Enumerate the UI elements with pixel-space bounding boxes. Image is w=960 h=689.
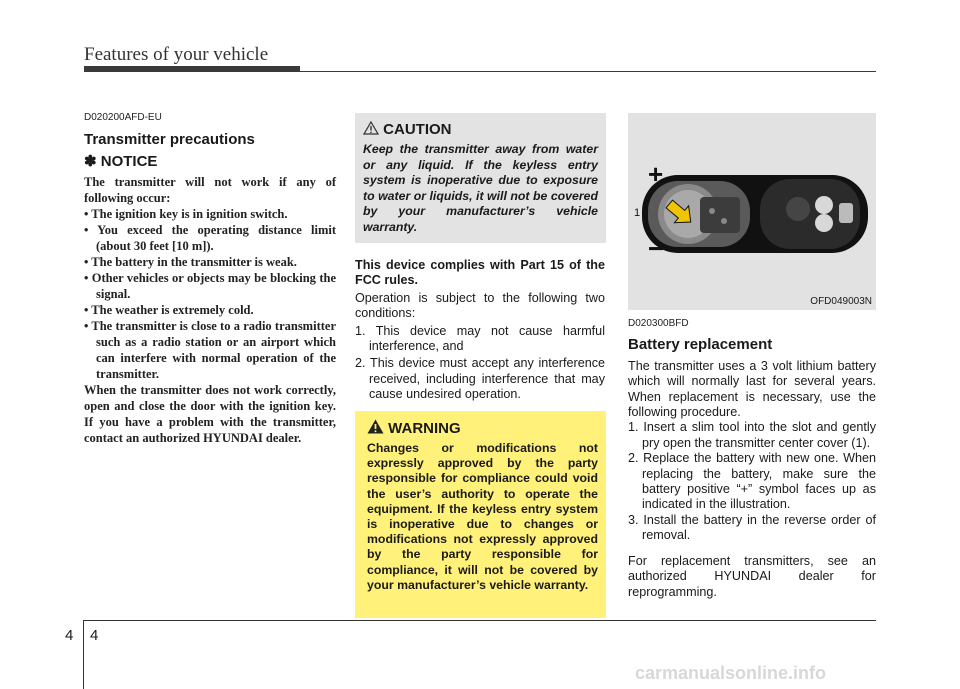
warning-text: Changes or modifications not expressly approved by the party responsible for compliance could void the user’s authority to operate the equipment. If the keyless entry system is inoperative due to changes or modifications not expressly approved by the party responsible for compliance, it will not be covered by your manufacturer’s vehicle warranty. xyxy=(367,441,598,592)
list-item: • The battery in the transmitter is weak. xyxy=(84,255,297,269)
battery-illustration xyxy=(628,113,876,310)
caution-title: CAUTION xyxy=(383,121,452,138)
list-item: 2. This device must accept any interference received, including interference that may cause undesired operation. xyxy=(355,356,605,402)
notice-list xyxy=(84,206,336,382)
notice-closing: When the transmitter does not work correctly, open and close the door with the ignition key. If you have a problem with the transmitter, contact an authorized HYUNDAI dealer. xyxy=(84,383,336,445)
footer-divider xyxy=(83,620,876,621)
battery-intro: The transmitter uses a 3 volt lithium battery which will normally last for several years. When replacement is necessary, use the following procedure. xyxy=(628,358,876,420)
notice-body xyxy=(84,174,336,446)
list-item: • The transmitter is close to a radio transmitter such as a radio station or an airport which can interfere with normal operation of the transmitter. xyxy=(84,319,336,381)
list-item: 2. Replace the battery with new one. When replacing the battery, make sure the battery positive “+” symbol faces up as indicated in the illustration. xyxy=(628,451,876,512)
battery-closing: For replacement transmitters, see an authorized HYUNDAI dealer for reprogramming. xyxy=(628,553,876,599)
section-heading: Battery replacement xyxy=(628,336,773,354)
list-item: • The weather is extremely cold. xyxy=(84,303,254,317)
list-item: • Other vehicles or objects may be blocking the signal. xyxy=(84,271,336,301)
list-item: 3. Install the battery in the reverse order of removal. xyxy=(628,512,876,543)
header-divider xyxy=(84,71,876,72)
warning-title: WARNING xyxy=(388,420,461,437)
fcc-statement: This device complies with Part 15 of the FCC rules. xyxy=(355,258,605,288)
caution-header xyxy=(363,121,598,138)
section-heading: Transmitter precautions xyxy=(84,131,255,148)
warning-triangle-icon xyxy=(367,420,388,437)
list-item: 1. Insert a slim tool into the slot and gently pry open the transmitter center cover (1). xyxy=(628,420,876,450)
caution-text: Keep the transmitter away from water or any liquid. If the keyless entry system is inoperative due to exposure to water or liquids, it will not be covered by your manufacturer’s vehicle warranty. xyxy=(363,142,598,234)
fcc-conditions-intro: Operation is subject to the following two conditions: xyxy=(355,290,605,321)
section-code: D020200AFD-EU xyxy=(84,112,162,123)
footer-vertical-divider xyxy=(83,620,84,689)
watermark: carmanualsonline.info xyxy=(635,663,827,683)
section-code: D020300BFD xyxy=(628,318,689,329)
battery-replacement-section xyxy=(628,316,876,600)
callout-number: 1 xyxy=(634,207,641,219)
page-header-title: Features of your vehicle xyxy=(84,44,269,65)
figure-code: OFD049003N xyxy=(810,296,872,307)
key-fob-illustration xyxy=(628,113,876,310)
transmitter-precautions-section xyxy=(84,112,336,446)
notice-heading: ✽ NOTICE xyxy=(84,153,158,170)
list-item: 1. This device may not cause harmful interference, and xyxy=(355,323,605,354)
warning-header xyxy=(367,419,598,437)
warning-box xyxy=(355,411,606,618)
caution-triangle-icon xyxy=(363,121,383,138)
page-section-number: 4 xyxy=(65,627,74,644)
notice-intro: The transmitter will not work if any of following occur: xyxy=(84,175,336,205)
list-item: • You exceed the operating distance limit (about 30 feet [10 m]). xyxy=(84,223,336,253)
minus-symbol: − xyxy=(648,233,665,264)
page-number: 4 xyxy=(90,627,99,644)
caution-box xyxy=(355,113,606,243)
fcc-section xyxy=(355,258,605,405)
list-item: • The ignition key is in ignition switch. xyxy=(84,207,288,221)
plus-symbol: + xyxy=(648,159,664,189)
